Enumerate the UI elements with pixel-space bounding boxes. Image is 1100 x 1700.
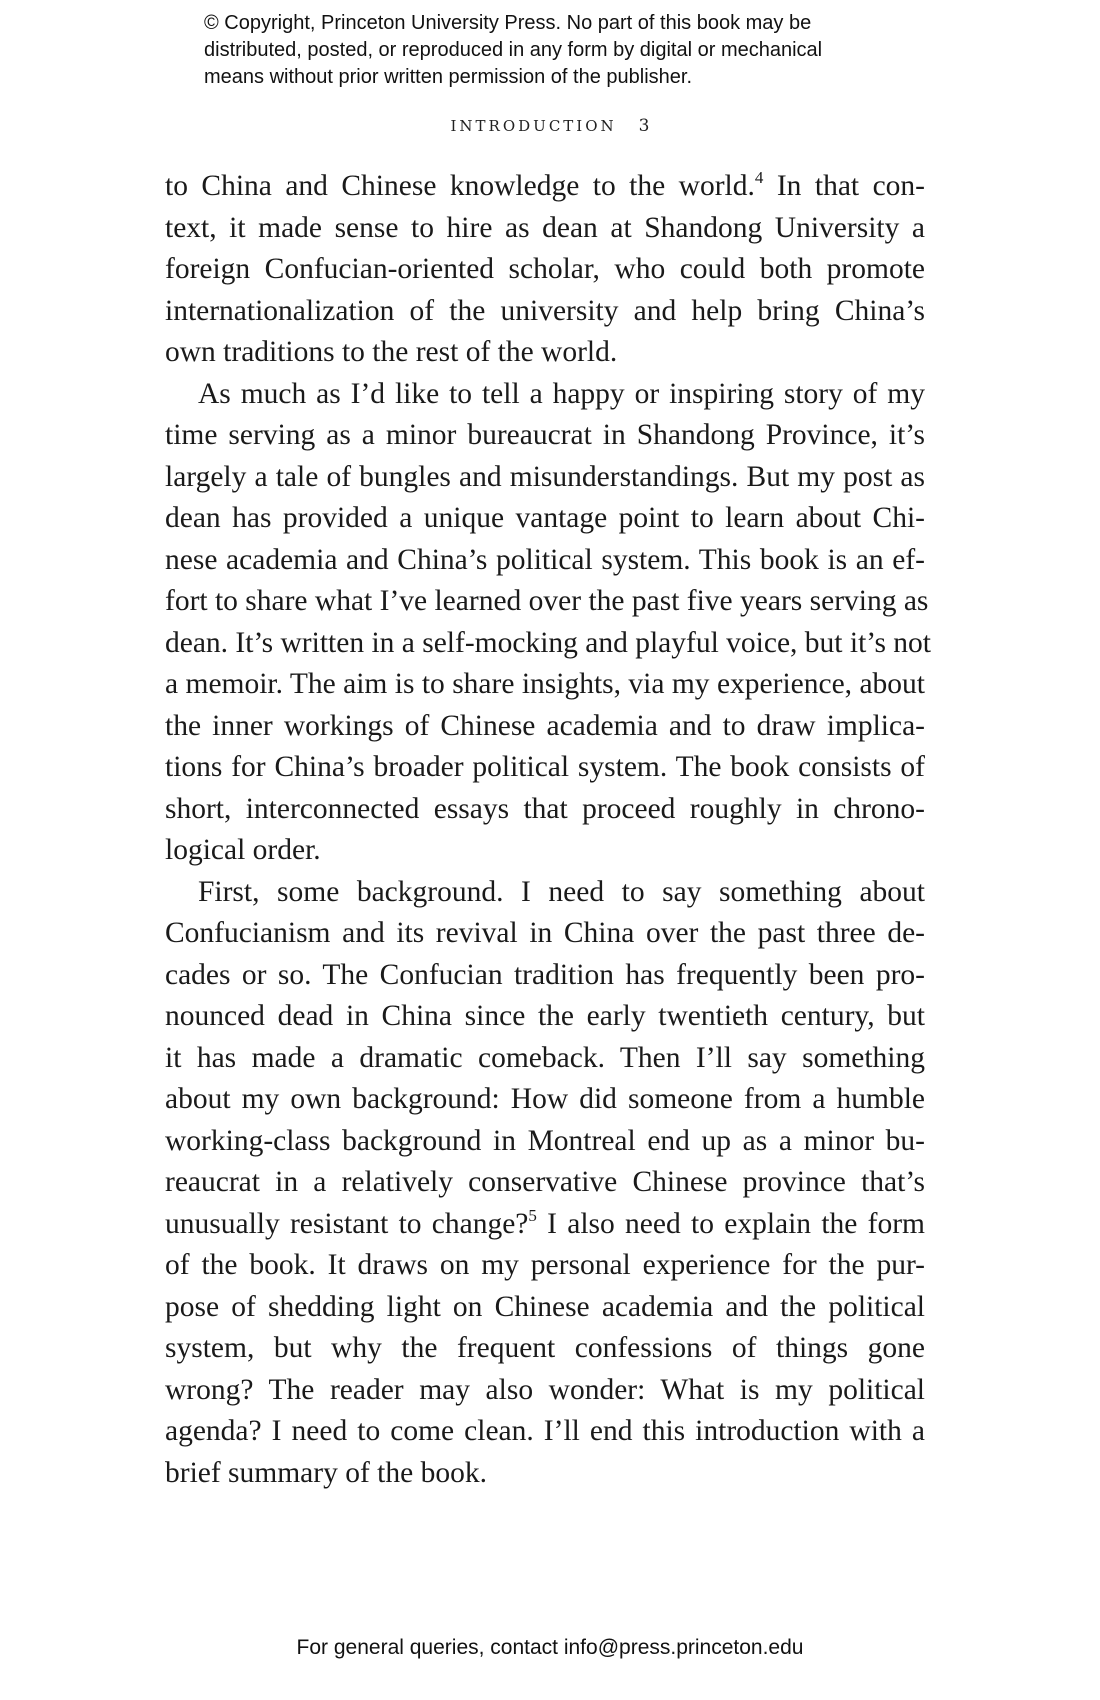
- text-line: system, but why the frequent confessions of things gone: [165, 1332, 925, 1364]
- text-line: working-class background in Montreal end up as a minor bu-: [165, 1124, 925, 1157]
- text-line: dean has provided a unique vantage point to learn about Chi-: [165, 502, 925, 534]
- footnote-ref[interactable]: 4: [754, 168, 764, 187]
- text-line: foreign Confucian-oriented scholar, who could both promote: [165, 253, 925, 285]
- text-line: wrong? The reader may also wonder: What is my political: [165, 1373, 925, 1406]
- footnote-ref[interactable]: 5: [528, 1205, 537, 1225]
- text-line: it has made a dramatic comeback. Then I’ll say something: [165, 1041, 925, 1074]
- text-line: tions for China’s broader political system. The book consists of: [165, 751, 925, 783]
- text-line: Confucianism and its revival in China over the past three de-: [165, 917, 925, 949]
- text-line: about my own background: How did someone from a humble: [165, 1083, 925, 1115]
- text-line: First, some background. I need to say something about: [198, 875, 925, 908]
- text-line: reaucrat in a relatively conservative Chinese province that’s: [165, 1166, 925, 1198]
- text-line: largely a tale of bungles and misunderstandings. But my post as: [165, 460, 925, 493]
- text-line: the inner workings of Chinese academia and to draw implica-: [165, 709, 925, 742]
- text-line: agenda? I need to come clean. I’ll end this introduction with a: [165, 1415, 925, 1447]
- body-text: [165, 166, 932, 1494]
- text-line: nounced dead in China since the early twentieth century, but: [165, 1000, 925, 1032]
- running-head: [0, 116, 1100, 136]
- text-line: own traditions to the rest of the world.: [165, 336, 618, 368]
- text-line: dean. It’s written in a self-mocking and playful voice, but it’s not: [165, 626, 932, 659]
- text-line: pose of shedding light on Chinese academia and the political: [165, 1290, 925, 1323]
- text-line: As much as I’d like to tell a happy or inspiring story of my: [198, 377, 925, 410]
- copyright-line: distributed, posted, or reproduced in any form by digital or mechanical: [204, 39, 823, 61]
- text-line: time serving as a minor bureaucrat in Shandong Province, it’s: [165, 419, 925, 451]
- text-line: fort to share what I’ve learned over the past five years serving as: [165, 585, 929, 617]
- copyright-notice: [204, 10, 924, 91]
- text-line: cades or so. The Confucian tradition has frequently been pro-: [165, 958, 925, 991]
- copyright-line: means without prior written permission of the publisher.: [204, 66, 693, 88]
- footer-contact: For general queries, contact info@press.princeton.edu: [296, 1636, 804, 1659]
- text-line: short, interconnected essays that proceed roughly in chrono-: [165, 792, 925, 825]
- copyright-line: © Copyright, Princeton University Press. No part of this book may be: [204, 12, 812, 34]
- text-line: brief summary of the book.: [165, 1456, 487, 1489]
- text-line: to China and Chinese knowledge to the world.$^4$ In that con-: [165, 168, 925, 202]
- running-head-section: INTRODUCTION: [450, 117, 617, 135]
- text-line: of the book. It draws on my personal experience for the pur-: [165, 1249, 925, 1281]
- page-number: 3: [638, 116, 650, 136]
- text-line: nese academia and China’s political system. This book is an ef-: [165, 543, 925, 576]
- text-line: logical order.: [165, 834, 321, 866]
- text-line: internationalization of the university and help bring China’s: [165, 294, 925, 327]
- text-line: a memoir. The aim is to share insights, via my experience, about: [165, 668, 925, 700]
- text-line: unusually resistant to change?$^5$ I also need to explain the form: [165, 1205, 925, 1240]
- text-line: text, it made sense to hire as dean at Shandong University a: [165, 211, 925, 244]
